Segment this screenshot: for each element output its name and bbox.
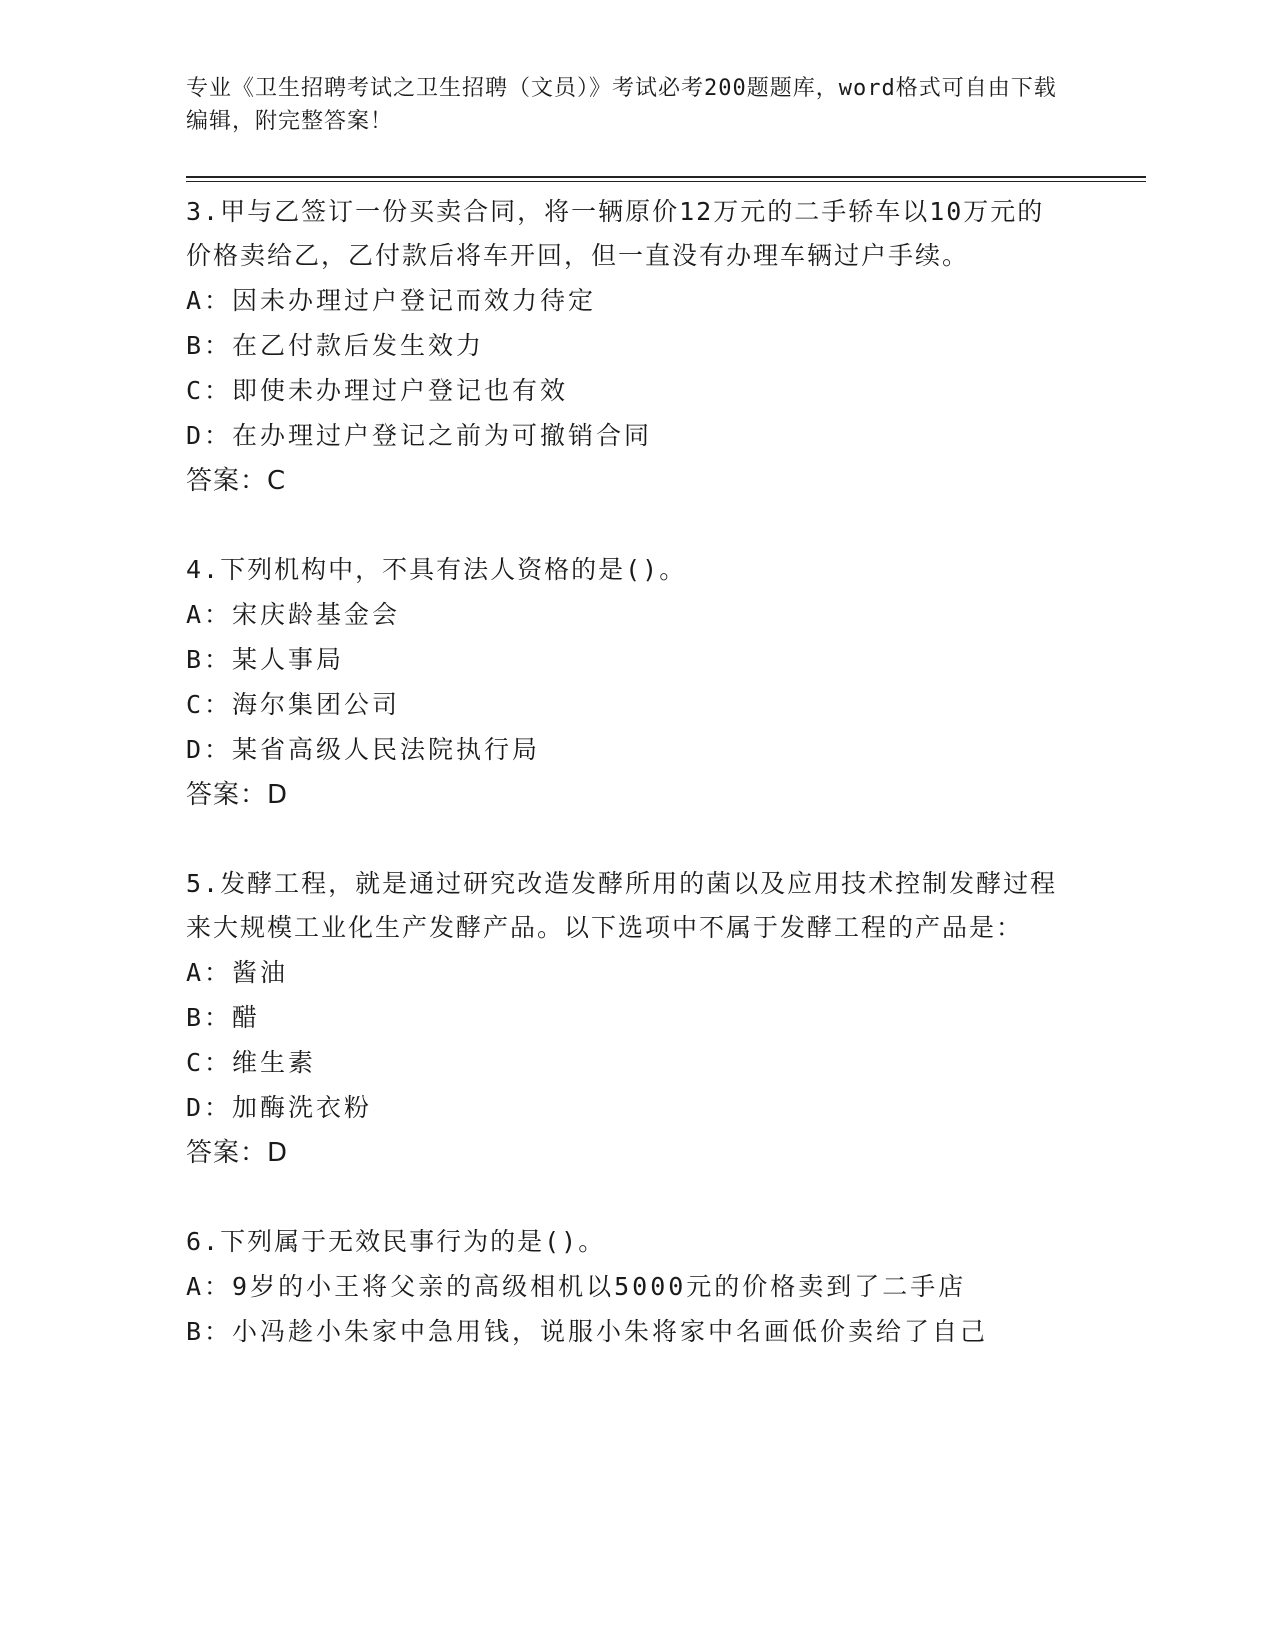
question-stem: 4.下列机构中，不具有法人资格的是()。 [186,555,687,584]
header-divider [186,176,1146,178]
answer: 答案：D [186,780,289,810]
option-d: D：加酶洗衣粉 [186,1093,373,1122]
option-d: D：在办理过户登记之前为可撤销合同 [186,421,653,450]
question-stem: 3.甲与乙签订一份买卖合同，将一辆原价12万元的二手轿车以10万元的价格卖给乙，乙付款后将车开回，但一直没有办理车辆过户手续。 [186,197,1045,270]
option-d: D：某省高级人民法院执行局 [186,735,541,764]
answer: 答案：D [186,1138,289,1168]
answer: 答案：C [186,466,287,496]
option-a: A：9岁的小王将父亲的高级相机以5000元的价格卖到了二手店 [186,1272,967,1301]
question-6 [186,1220,1066,1354]
question-4 [186,548,1066,819]
question-3 [186,190,1066,505]
option-b: B：小冯趁小朱家中急用钱，说服小朱将家中名画低价卖给了自己 [186,1317,989,1346]
option-b: B：某人事局 [186,645,345,674]
option-b: B：醋 [186,1003,261,1032]
option-a: A：宋庆龄基金会 [186,600,401,629]
option-b: B：在乙付款后发生效力 [186,331,485,360]
question-5 [186,862,1066,1177]
option-a: A：酱油 [186,958,289,987]
document-header: 专业《卫生招聘考试之卫生招聘（文员）》考试必考200题题库，word格式可自由下载编辑，附完整答案！ [186,76,1057,134]
option-a: A：因未办理过户登记而效力待定 [186,286,597,315]
question-list [186,190,1066,1397]
header-divider-thin [186,181,1146,182]
option-c: C：维生素 [186,1048,317,1077]
option-c: C：海尔集团公司 [186,690,401,719]
question-stem: 5.发酵工程，就是通过研究改造发酵所用的菌以及应用技术控制发酵过程来大规模工业化生产发酵产品。以下选项中不属于发酵工程的产品是： [186,869,1058,942]
option-c: C：即使未办理过户登记也有效 [186,376,569,405]
question-stem: 6.下列属于无效民事行为的是()。 [186,1227,606,1256]
